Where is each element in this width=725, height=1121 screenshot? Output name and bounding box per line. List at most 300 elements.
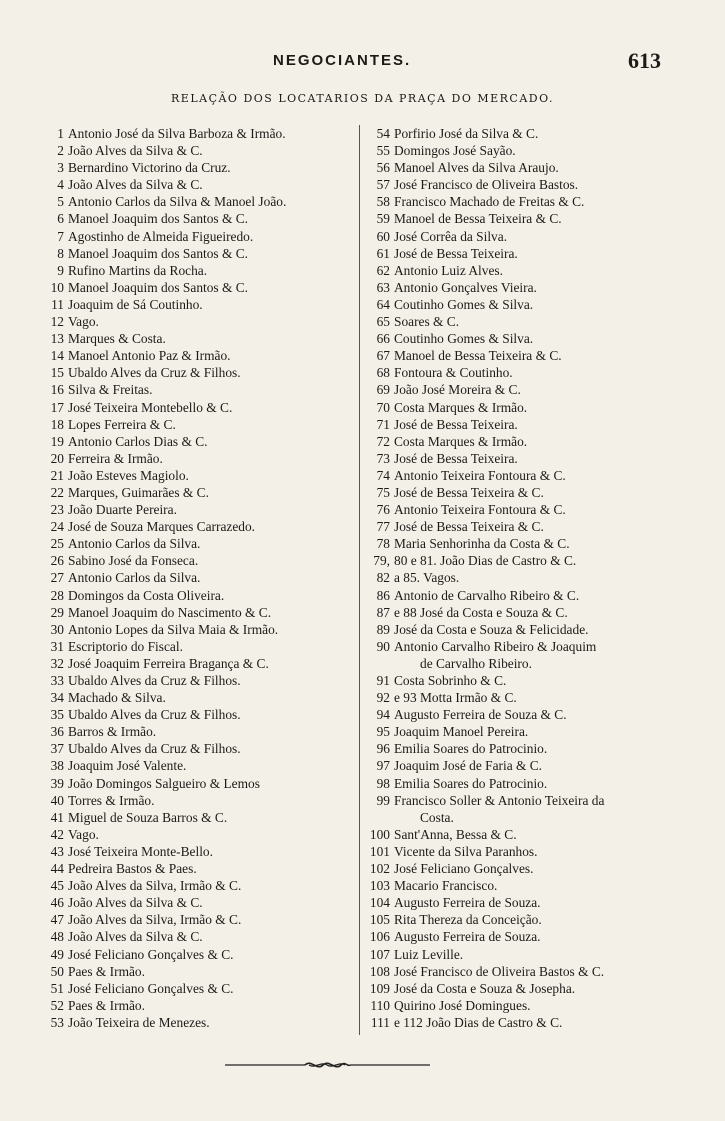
entry-text: Antonio Teixeira Fontoura & C. [394,502,566,518]
entry-number: 89 [376,621,390,637]
entry-text: Coutinho Gomes & Silva. [394,296,534,312]
entry-text: José Teixeira Montebello & C. [68,399,233,415]
entry-text: José de Bessa Teixeira & C. [394,519,544,535]
entry-number: 65 [376,314,390,330]
entry-number: 77 [376,519,390,535]
entry-text: José Feliciano Gonçalves. [394,861,534,877]
list-item [40,980,360,997]
list-item [364,928,684,945]
entry-text: João Alves da Silva, Irmão & C. [68,878,242,894]
entry-number: 75 [376,484,390,500]
list-item [40,963,360,980]
list-item [40,672,360,689]
list-item [40,296,360,313]
entry-number: 1 [57,126,64,141]
entry-number: 15 [50,365,64,381]
list-item [364,826,684,843]
list-item [364,535,684,552]
list-item [40,262,360,279]
entry-number: 40 [50,792,64,808]
list-item [40,330,360,347]
entry-text: Antonio Carlos da Silva. [68,570,201,586]
entry-text: e 112 João Dias de Castro & C. [394,1014,563,1030]
list-item [40,125,360,142]
list-item [40,621,360,638]
entry-number: 51 [50,980,64,996]
list-item [40,655,360,672]
list-item [364,706,684,723]
entry-text: Vago. [68,826,99,842]
list-item [364,228,684,245]
entry-number: 63 [376,279,390,295]
entry-text: José de Bessa Teixeira. [394,450,518,466]
entry-number: 47 [50,912,64,928]
entry-number: 41 [50,809,64,825]
entry-number: 55 [376,143,390,159]
entry-text: Antonio Carlos Dias & C. [68,433,208,449]
list-item [364,381,684,398]
entry-text: Rufino Martins da Rocha. [68,262,208,278]
list-item [40,518,360,535]
list-item [40,1014,360,1031]
entry-number: 92 [376,690,390,706]
entry-text: Joaquim de Sá Coutinho. [68,296,203,312]
list-item [40,416,360,433]
entry-number: 7 [57,228,64,244]
entry-number: 102 [369,861,390,877]
entry-text: Costa Marques & Irmão. [394,399,528,415]
entry-number: 67 [376,348,390,364]
entry-text: Paes & Irmão. [68,963,145,979]
entry-text: Marques, Guimarães & C. [68,484,209,500]
entry-text: Ubaldo Alves da Cruz & Filhos. [68,365,241,381]
entry-number: 26 [50,553,64,569]
entry-text: Manoel Joaquim dos Santos & C. [68,279,249,295]
entry-number: 52 [50,997,64,1013]
entry-text: Joaquim Manoel Pereira. [394,724,529,740]
list-item [40,894,360,911]
list-item [364,313,684,330]
list-item [40,569,360,586]
entry-number: 49 [50,946,64,962]
list-item [40,587,360,604]
entry-text: Antonio Carvalho Ribeiro & Joaquim [394,638,597,654]
page-title: NEGOCIANTES. [273,52,412,69]
entry-number: 111 [370,1014,390,1030]
entry-number: 34 [50,690,64,706]
entry-text: Manoel de Bessa Teixeira & C. [394,348,562,364]
entry-text: Joaquim José de Faria & C. [394,758,543,774]
list-item [40,501,360,518]
entry-number: 99 [376,792,390,808]
list-item [364,569,684,586]
entry-text: Ubaldo Alves da Cruz & Filhos. [68,673,241,688]
entry-number: 53 [50,1014,64,1030]
list-item [364,638,684,655]
entry-text: a 85. Vagos. [394,570,460,586]
entry-text: João Teixeira de Menezes. [68,1014,210,1030]
entry-number: 24 [50,519,64,535]
entry-text: Domingos da Costa Oliveira. [68,587,225,603]
list-item [364,262,684,279]
entry-number: 33 [50,673,64,688]
entry-text: Soares & C. [394,314,460,330]
entry-text: José Feliciano Gonçalves & C. [68,980,234,996]
list-item [40,723,360,740]
list-item [364,860,684,877]
entry-text: Manoel Joaquim dos Santos & C. [68,245,249,261]
entry-number: 3 [57,160,64,176]
list-item [40,159,360,176]
list-item [364,621,684,638]
entry-number: 94 [376,707,390,723]
entry-text: Antonio Luiz Alves. [394,262,503,278]
entry-number: 4 [57,177,64,193]
entry-number: 109 [369,980,390,996]
list-item [364,433,684,450]
entry-text: José de Souza Marques Carrazedo. [68,519,256,535]
list-item [364,501,684,518]
entry-number: 60 [376,228,390,244]
list-item [364,1014,684,1031]
entry-number: 91 [376,673,390,688]
list-item [40,689,360,706]
entry-number: 50 [50,963,64,979]
list-item [40,826,360,843]
list-item [40,775,360,792]
list-item [40,245,360,262]
list-item [40,535,360,552]
list-item [364,279,684,296]
entry-number: 61 [376,245,390,261]
entry-number: 13 [50,331,64,347]
list-item [364,467,684,484]
entry-text: José Feliciano Gonçalves & C. [68,946,234,962]
entry-text: José Corrêa da Silva. [394,228,508,244]
entry-text: Bernardino Victorino da Cruz. [68,160,231,176]
entry-number: 11 [51,296,64,312]
entry-text: Costa Sobrinho & C. [394,673,507,688]
list-item [364,792,684,809]
entry-number: 105 [369,912,390,928]
entry-text: Emilia Soares do Patrocinio. [394,775,548,791]
entry-number: 82 [376,570,390,586]
entry-number: 56 [376,160,390,176]
entry-text: João Domingos Salgueiro & Lemos [68,775,260,791]
entry-text: José da Costa e Souza & Josepha. [394,980,576,996]
entry-text: Miguel de Souza Barros & C. [68,809,228,825]
page-header [0,48,725,82]
entry-text: Machado & Silva. [68,690,166,706]
entry-number: 23 [50,502,64,518]
list-item [40,706,360,723]
entry-text: Fontoura & Coutinho. [394,365,513,381]
entry-text: Manoel Antonio Paz & Irmão. [68,348,231,364]
entry-number: 108 [369,963,390,979]
entry-text: Escriptorio do Fiscal. [68,638,183,654]
entry-number: 9 [57,262,64,278]
list-item [40,911,360,928]
entry-number: 14 [50,348,64,364]
list-item [364,911,684,928]
list-item [40,877,360,894]
entry-number: 32 [50,655,64,671]
entry-text: Francisco Soller & Antonio Teixeira da [394,792,605,808]
entry-number: 71 [376,416,390,432]
entry-number: 58 [376,194,390,210]
entry-number: 35 [50,707,64,723]
entry-text: Barros & Irmão. [68,724,157,740]
entry-number: 96 [376,741,390,757]
entry-number: 25 [50,536,64,552]
entry-text: Sabino José da Fonseca. [68,553,199,569]
list-item [364,809,684,826]
entry-number: 16 [50,382,64,398]
entry-number: 28 [50,587,64,603]
entry-number: 12 [50,314,64,330]
entry-number: 70 [376,399,390,415]
entry-text: João Alves da Silva & C. [68,929,203,945]
list-item [364,210,684,227]
entry-text: Porfirio José da Silva & C. [394,126,539,141]
entry-number: 29 [50,604,64,620]
entry-number: 64 [376,296,390,312]
list-item [364,587,684,604]
list-item [364,963,684,980]
list-item [40,928,360,945]
entry-text: Antonio José da Silva Barboza & Irmão. [68,126,286,141]
entry-text: Francisco Machado de Freitas & C. [394,194,585,210]
entry-text: Antonio de Carvalho Ribeiro & C. [394,587,580,603]
list-item [40,381,360,398]
list-item [364,125,684,142]
list-item [40,364,360,381]
list-item [40,809,360,826]
section-subtitle: RELAÇÃO DOS LOCATARIOS DA PRAÇA DO MERCADO. [171,92,554,105]
list-item [40,484,360,501]
entry-text: João Alves da Silva & C. [68,895,203,911]
entry-text: José de Bessa Teixeira & C. [394,484,544,500]
list-item [40,604,360,621]
ornament-divider [225,1058,430,1072]
list-item [40,552,360,569]
list-item [364,757,684,774]
list-item [364,518,684,535]
list-item [40,433,360,450]
entry-text: Augusto Ferreira de Souza. [394,895,541,911]
entry-text: João Esteves Magiolo. [68,467,189,483]
list-item [40,228,360,245]
entry-number: 100 [369,826,390,842]
entry-number: 36 [50,724,64,740]
entry-text: Antonio Carlos da Silva & Manoel João. [68,194,287,210]
list-item [364,159,684,176]
entry-number: 8 [57,245,64,261]
entry-text: João Alves da Silva & C. [68,143,203,159]
entry-text: Domingos José Sayão. [394,143,516,159]
entry-text: Manoel Alves da Silva Araujo. [394,160,559,176]
entry-number: 18 [50,416,64,432]
list-item [364,484,684,501]
entry-number: 44 [50,861,64,877]
entry-number: 107 [369,946,390,962]
list-item [40,946,360,963]
list-item [40,142,360,159]
entry-number: 31 [50,638,64,654]
entry-number: 2 [57,143,64,159]
entry-text: Ferreira & Irmão. [68,450,163,466]
entry-number: 30 [50,621,64,637]
list-item [40,313,360,330]
entry-text: Joaquim José Valente. [68,758,187,774]
list-item [364,604,684,621]
entry-number: 17 [50,399,64,415]
entry-text: Manoel de Bessa Teixeira & C. [394,211,562,227]
entry-text: José Joaquim Ferreira Bragança & C. [68,655,269,671]
entry-number: 48 [50,929,64,945]
entry-number: 98 [376,775,390,791]
entry-text: Emilia Soares do Patrocinio. [394,741,548,757]
entry-number: 73 [376,450,390,466]
list-item [40,193,360,210]
list-item [40,347,360,364]
entry-text: José da Costa e Souza & Felicidade. [394,621,589,637]
entry-number: 27 [50,570,64,586]
entry-number: 46 [50,895,64,911]
list-item [364,655,684,672]
entry-number: 62 [376,262,390,278]
entry-number: 37 [50,741,64,757]
entry-text: Vicente da Silva Paranhos. [394,843,538,859]
entry-text: de Carvalho Ribeiro. [420,655,532,671]
entry-text: João Alves da Silva & C. [68,177,203,193]
entry-number: 39 [50,775,64,791]
entry-text: Silva & Freitas. [68,382,153,398]
entry-text: José Francisco de Oliveira Bastos. [394,177,579,193]
entry-number: 6 [57,211,64,227]
right-column-list [359,125,684,1035]
list-item [40,843,360,860]
entry-number: 57 [376,177,390,193]
entry-text: Manoel Joaquim dos Santos & C. [68,211,249,227]
entry-text: Augusto Ferreira de Souza. [394,929,541,945]
entry-number: 101 [369,843,390,859]
entry-number: 54 [376,126,390,141]
entry-number: 21 [50,467,64,483]
entry-number: 78 [376,536,390,552]
entry-number: 45 [50,878,64,894]
entry-text: Manoel Joaquim do Nascimento & C. [68,604,272,620]
entry-text: Antonio Teixeira Fontoura & C. [394,467,566,483]
entry-text: e 88 José da Costa e Souza & C. [394,604,568,620]
entry-text: Paes & Irmão. [68,997,145,1013]
entry-text: Quirino José Domingues. [394,997,531,1013]
page-number: 613 [628,48,661,73]
entry-text: João Alves da Silva, Irmão & C. [68,912,242,928]
list-item [40,997,360,1014]
entry-number: 74 [376,467,390,483]
entry-text: José de Bessa Teixeira. [394,416,518,432]
list-item [364,997,684,1014]
entry-text: Lopes Ferreira & C. [68,416,176,432]
list-item [40,638,360,655]
entry-text: Costa. [420,809,454,825]
list-item [364,245,684,262]
entry-text: e 93 Motta Irmão & C. [394,690,517,706]
entry-number: 10 [50,279,64,295]
list-item [364,843,684,860]
entry-text: Marques & Costa. [68,331,166,347]
list-item [364,416,684,433]
entry-text: 80 e 81. João Dias de Castro & C. [394,553,577,569]
entry-number: 103 [369,878,390,894]
list-item [364,450,684,467]
entry-number: 22 [50,484,64,500]
list-item [40,450,360,467]
left-column-list [40,125,360,1031]
entry-text: João Duarte Pereira. [68,502,177,518]
list-item [364,176,684,193]
list-item [364,296,684,313]
entry-number: 110 [370,997,390,1013]
entry-number: 95 [376,724,390,740]
entry-number: 66 [376,331,390,347]
entry-text: Augusto Ferreira de Souza & C. [394,707,567,723]
entry-number: 5 [57,194,64,210]
list-item [364,347,684,364]
entry-number: 97 [376,758,390,774]
list-item [364,723,684,740]
list-item [40,757,360,774]
list-item [364,142,684,159]
list-item [40,860,360,877]
entry-number: 79, [373,553,390,569]
list-item [364,193,684,210]
entry-text: Macario Francisco. [394,878,498,894]
entry-text: Agostinho de Almeida Figueiredo. [68,228,254,244]
list-item [40,279,360,296]
entry-number: 90 [376,638,390,654]
entry-number: 72 [376,433,390,449]
entry-text: Costa Marques & Irmão. [394,433,528,449]
list-item [364,775,684,792]
list-item [364,894,684,911]
list-item [364,946,684,963]
entry-text: Pedreira Bastos & Paes. [68,861,197,877]
entry-text: Vago. [68,314,99,330]
list-item [40,176,360,193]
entry-text: Ubaldo Alves da Cruz & Filhos. [68,741,241,757]
entry-text: José Francisco de Oliveira Bastos & C. [394,963,605,979]
list-item [40,210,360,227]
list-item [364,740,684,757]
entry-number: 20 [50,450,64,466]
entry-number: 76 [376,502,390,518]
entry-text: Rita Thereza da Conceição. [394,912,542,928]
entry-number: 87 [376,604,390,620]
entry-text: Antonio Carlos da Silva. [68,536,201,552]
entry-number: 106 [369,929,390,945]
entry-text: Maria Senhorinha da Costa & C. [394,536,570,552]
entry-number: 42 [50,826,64,842]
entry-number: 68 [376,365,390,381]
list-item [40,399,360,416]
entry-text: José Teixeira Monte-Bello. [68,843,213,859]
entry-number: 104 [369,895,390,911]
entry-number: 86 [376,587,390,603]
entry-text: Coutinho Gomes & Silva. [394,331,534,347]
entry-text: Antonio Lopes da Silva Maia & Irmão. [68,621,279,637]
